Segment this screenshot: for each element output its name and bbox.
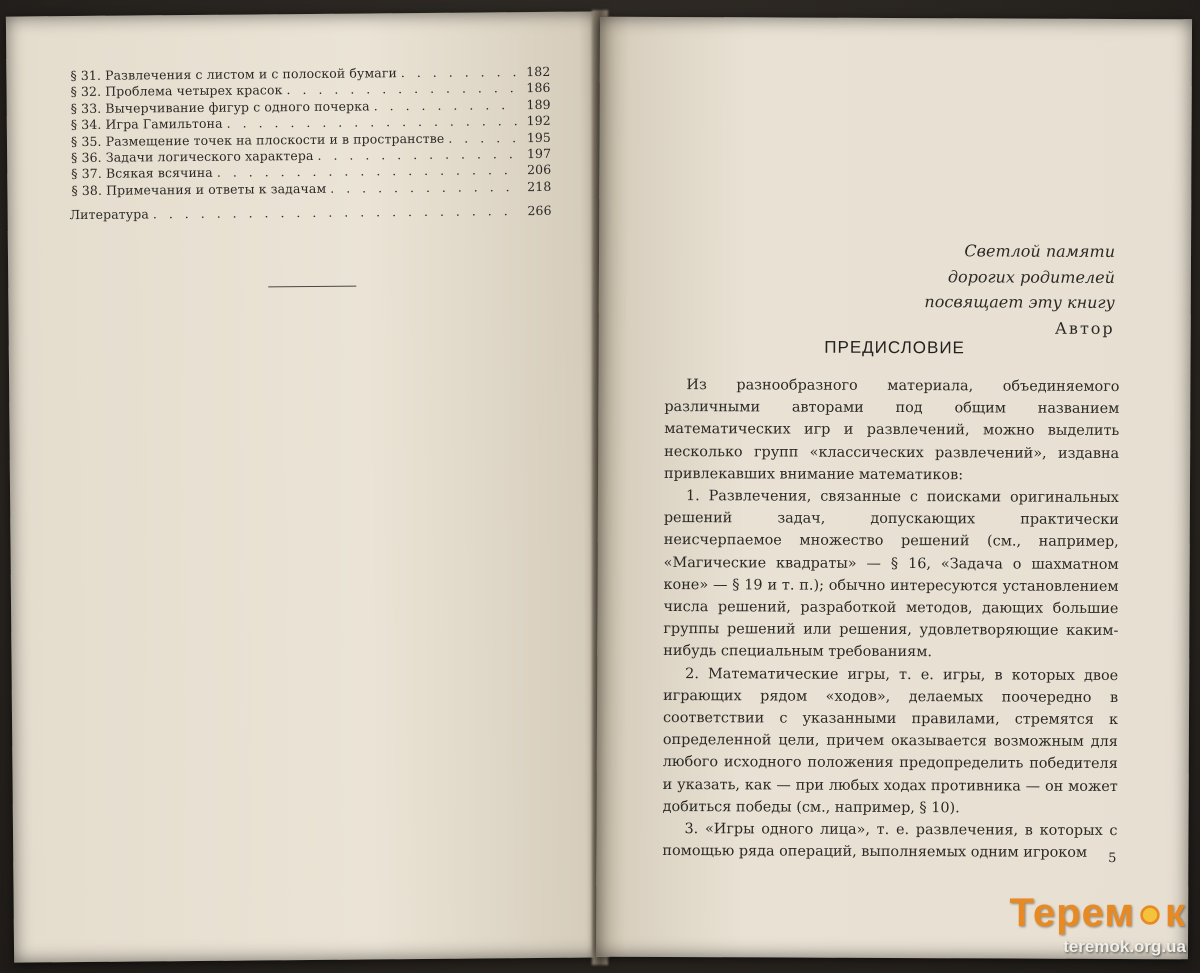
- watermark-url: teremok.org.ua: [1063, 937, 1186, 956]
- sun-icon: [1136, 901, 1164, 929]
- page-number: 5: [1108, 850, 1117, 866]
- preface-body: [662, 374, 1119, 864]
- toc-entry-title: § 31. Развлечения с листом и с полоской бумаги: [70, 65, 397, 84]
- watermark-logo: [1010, 893, 1186, 933]
- toc-leader-dots: [153, 203, 518, 221]
- toc-entry-title: § 32. Проблема четырех красок: [70, 82, 283, 100]
- toc-entry-page: 186: [526, 80, 551, 96]
- paragraph: 2. Математические игры, т. е. игры, в которых двое играющих рядом «ходов», делаемых поочередно в соответствии с указанными правилами, стремятся к определенной цели, причем оказывается возможным для любого исходного положения предопределить победителя и указать, как — при любых ходах противника — он может добиться победы (см., например, § 10).: [662, 665, 1119, 817]
- toc-leader-dots: [330, 179, 517, 196]
- toc-entry-page: 189: [526, 96, 551, 112]
- watermark-logo-text-end: к: [1164, 891, 1186, 935]
- toc-leader-dots: [286, 81, 516, 98]
- toc-entry-page: 195: [526, 129, 552, 145]
- toc-leader-dots: [401, 64, 517, 80]
- table-of-contents: [70, 64, 551, 224]
- toc-entry-page: 182: [526, 63, 551, 80]
- toc-entry-title: Литература: [69, 206, 149, 223]
- toc-entry-title: § 36. Задачи логического характера: [71, 147, 314, 166]
- toc-entry-title: § 34. Игра Гамильтона: [70, 115, 223, 133]
- toc-entry-page: 197: [526, 145, 552, 162]
- toc-entry-title: § 37. Всякая всячина: [71, 165, 213, 182]
- toc-leader-dots: [317, 146, 517, 163]
- toc-leader-dots: [448, 130, 517, 146]
- toc-entry-page: 218: [527, 178, 552, 194]
- dedication-line: Светлой памяти: [964, 241, 1116, 261]
- paragraph: 3. «Игры одного лица», т. е. развлечения, в которых с помощью ряда операций, выполняемых одним игроком: [662, 821, 1118, 862]
- right-page: [596, 17, 1192, 960]
- dedication: [924, 238, 1115, 341]
- toc-entry-page: 266: [527, 202, 552, 219]
- dedication-author: Автор: [1054, 318, 1115, 338]
- left-page: [6, 11, 610, 962]
- toc-entry-title: § 33. Вычерчивание фигур с одного почерка: [70, 98, 370, 116]
- toc-entry-literature: [70, 203, 552, 224]
- paragraph: Из разнообразного материала, объединяемого различными авторами под общим названием математических игр и развлечений, можно выделить несколько групп «классических развлечений», издавна привлекавших внимание математиков:: [664, 377, 1120, 484]
- section-heading: ПРЕДИСЛОВИЕ: [824, 337, 965, 358]
- toc-entry-title: § 38. Примечания и ответы к задачам: [71, 180, 327, 198]
- paragraph: 1. Развлечения, связанные с поисками оригинальных решений задач, допускающих практически неисчерпаемое множество решений (см., например, «Магические квадраты» — § 16, «Задача о шахматном коне» — § 19 и т. п.); обычно интересуются установлением числа решений, разработкой методов, дающих большие группы решений или решения, удовлетворяющие каким-нибудь специальным требованиям.: [663, 488, 1119, 661]
- toc-entry-title: § 35. Размещение точек на плоскости и в пространстве: [70, 130, 445, 149]
- watermark-logo-text: Терем: [1009, 891, 1135, 935]
- dedication-line: посвящает эту книгу: [924, 292, 1115, 312]
- toc-leader-dots: [374, 97, 517, 113]
- toc-leader-dots: [227, 113, 517, 131]
- toc-entry-page: 192: [526, 113, 551, 129]
- watermark: [1010, 893, 1186, 957]
- toc-leader-dots: [217, 163, 518, 181]
- section-divider: [268, 286, 356, 288]
- toc-entry-page: 206: [527, 162, 552, 178]
- toc-entry: [71, 179, 551, 200]
- dedication-line: дорогих родителей: [947, 266, 1115, 287]
